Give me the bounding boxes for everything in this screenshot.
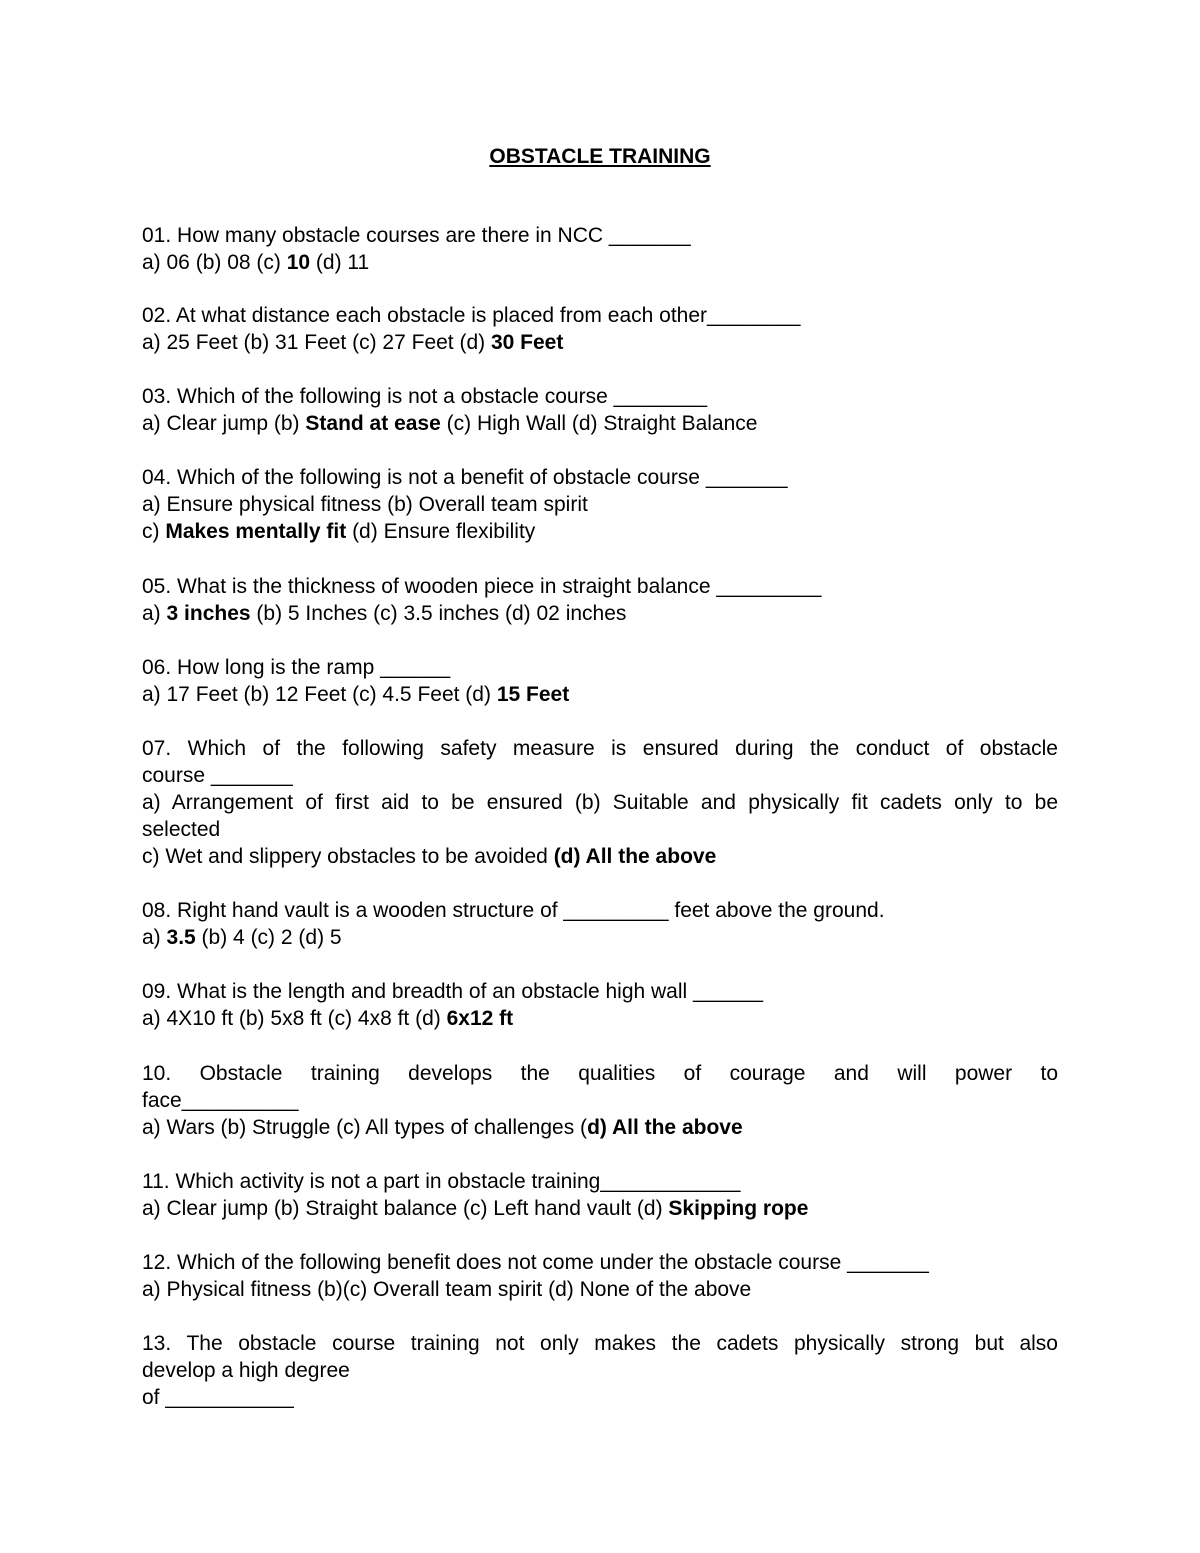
question-text-cont: face__________: [142, 1089, 299, 1112]
answer: Makes mentally fit: [165, 520, 347, 543]
options: a) 25 Feet (b) 31 Feet (c) 27 Feet (d) 30 Feet: [142, 331, 564, 354]
question-text: 04. Which of the following is not a benefit of obstacle course _______: [142, 466, 788, 489]
options: a) Wars (b) Struggle (c) All types of challenges (d) All the above: [142, 1116, 743, 1139]
question-08: [142, 897, 1058, 951]
question-01: [142, 222, 1058, 276]
options: c) Wet and slippery obstacles to be avoided (d) All the above: [142, 845, 717, 868]
options: a) 3.5 (b) 4 (c) 2 (d) 5: [142, 926, 342, 949]
options-cont: selected: [142, 818, 221, 841]
question-text: 08. Right hand vault is a wooden structure of _________ feet above the ground.: [142, 899, 885, 922]
question-12: [142, 1249, 1058, 1303]
options: a) 06 (b) 08 (c) 10 (d) 11: [142, 251, 370, 274]
options: a) 17 Feet (b) 12 Feet (c) 4.5 Feet (d) 15 Feet: [142, 683, 570, 706]
question-text: 13. The obstacle course training not only makes the cadets physically strong but also: [142, 1332, 1058, 1355]
question-text: 01. How many obstacle courses are there in NCC _______: [142, 224, 691, 247]
answer: (d) All the above: [553, 845, 717, 868]
question-10: [142, 1060, 1058, 1141]
options: a) Clear jump (b) Straight balance (c) Left hand vault (d) Skipping rope: [142, 1197, 809, 1220]
options: a) Arrangement of first aid to be ensured (b) Suitable and physically fit cadets only to be: [142, 791, 1058, 814]
answer: 6x12 ft: [446, 1007, 514, 1030]
question-06: [142, 654, 1058, 708]
answer: 3.5: [166, 926, 196, 949]
options: a) Physical fitness (b)(c) Overall team spirit (d) None of the above: [142, 1278, 752, 1301]
question-02: [142, 302, 1058, 356]
question-text: 02. At what distance each obstacle is placed from each other________: [142, 304, 801, 327]
options: a) 3 inches (b) 5 Inches (c) 3.5 inches (d) 02 inches: [142, 602, 627, 625]
answer: 10: [286, 251, 311, 274]
question-text: 07. Which of the following safety measure is ensured during the conduct of obstacle: [142, 737, 1058, 760]
question-text-cont: develop a high degree: [142, 1359, 350, 1382]
question-07: [142, 735, 1058, 870]
question-text: 05. What is the thickness of wooden piece in straight balance _________: [142, 575, 822, 598]
question-text: 12. Which of the following benefit does not come under the obstacle course _______: [142, 1251, 929, 1274]
question-text: 09. What is the length and breadth of an obstacle high wall ______: [142, 980, 764, 1003]
answer: Stand at ease: [305, 412, 441, 435]
question-text-cont: course _______: [142, 764, 293, 787]
question-04: [142, 464, 1058, 545]
answer: d) All the above: [587, 1116, 743, 1139]
question-05: [142, 573, 1058, 627]
question-text: 10. Obstacle training develops the qualities of courage and will power to: [142, 1062, 1058, 1085]
question-11: [142, 1168, 1058, 1222]
options: c) Makes mentally fit (d) Ensure flexibility: [142, 520, 536, 543]
options: a) Clear jump (b) Stand at ease (c) High Wall (d) Straight Balance: [142, 412, 758, 435]
question-text: 06. How long is the ramp ______: [142, 656, 451, 679]
question-09: [142, 978, 1058, 1032]
answer: 15 Feet: [496, 683, 570, 706]
question-03: [142, 383, 1058, 437]
question-text: 03. Which of the following is not a obstacle course ________: [142, 385, 708, 408]
options: a) 4X10 ft (b) 5x8 ft (c) 4x8 ft (d) 6x12 ft: [142, 1007, 514, 1030]
answer: 30 Feet: [490, 331, 564, 354]
answer: Skipping rope: [668, 1197, 809, 1220]
question-text-cont: of ___________: [142, 1386, 294, 1409]
options: a) Ensure physical fitness (b) Overall team spirit: [142, 493, 588, 516]
question-13: [142, 1330, 1058, 1411]
answer: 3 inches: [166, 602, 251, 625]
question-text: 11. Which activity is not a part in obstacle training____________: [142, 1170, 741, 1193]
page-title: OBSTACLE TRAINING: [489, 145, 711, 168]
